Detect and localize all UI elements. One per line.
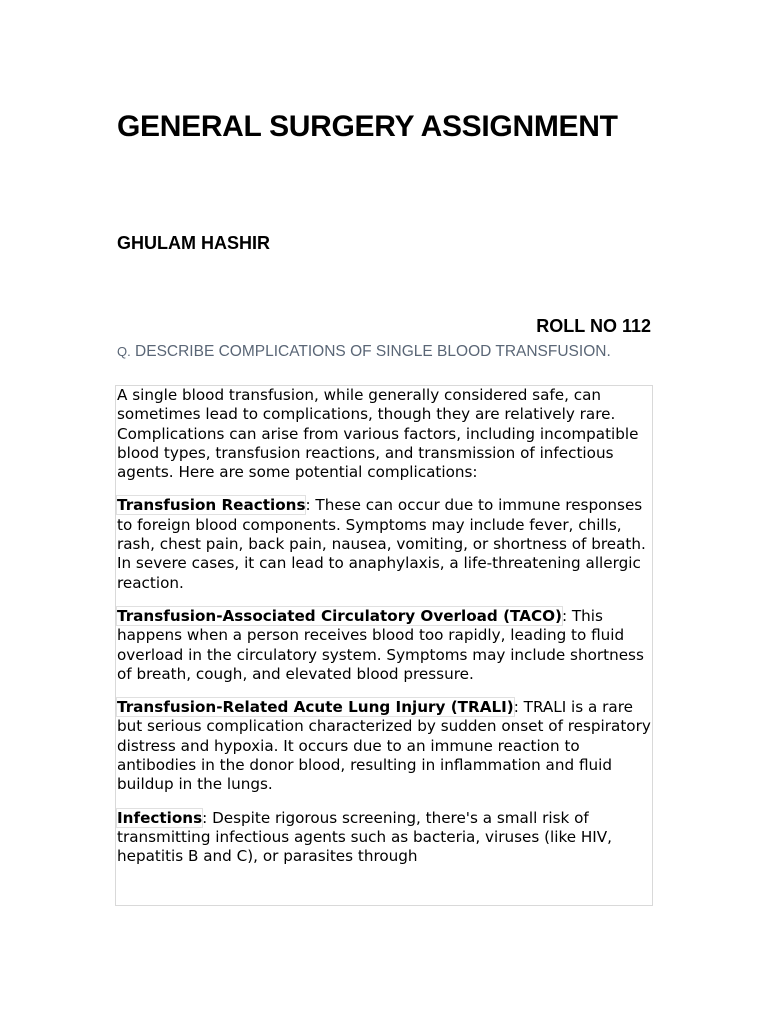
- complication-description: : TRALI is a rare but serious complication characterized by sudden onset of respiratory distress and hypoxia. It occurs due to an immune reaction to antibodies in the donor blood, resulting in inflammation and fluid buildup in the lungs.: [117, 698, 651, 794]
- complication-item: [117, 607, 652, 684]
- complication-term: Transfusion Reactions: [117, 496, 306, 515]
- complication-term: Infections: [117, 808, 203, 827]
- question-prefix: Q.: [117, 344, 131, 359]
- complication-item: [117, 496, 652, 592]
- answer-intro: A single blood transfusion, while generally considered safe, can sometimes lead to complications, though they are relatively rare. Complications can arise from various factors, including incompatible blood types, transfusion reactions, and transmission of infectious agents. Here are some potential complications:: [117, 386, 639, 482]
- complication-description: : Despite rigorous screening, there's a small risk of transmitting infectious agents such as bacteria, viruses (like HIV, hepatitis B and C), or parasites through: [117, 808, 613, 866]
- answer-text-box: [115, 385, 653, 906]
- document-title: GENERAL SURGERY ASSIGNMENT: [117, 110, 618, 143]
- complication-term: Transfusion-Associated Circulatory Overload (TACO): [117, 606, 562, 625]
- complication-item: [117, 809, 652, 867]
- author-name: GHULAM HASHIR: [117, 233, 270, 253]
- roll-number: ROLL NO 112: [536, 316, 651, 336]
- question-line: [117, 343, 611, 361]
- complication-term: Transfusion-Related Acute Lung Injury (TRALI): [117, 698, 514, 717]
- question-text: DESCRIBE COMPLICATIONS OF SINGLE BLOOD TRANSFUSION.: [135, 343, 611, 360]
- complication-description: : These can occur due to immune responses to foreign blood components. Symptoms may include fever, chills, rash, chest pain, back pain, nausea, vomiting, or shortness of breath. In severe cases, it can lead to anaphylaxis, a life-threatening allergic reaction.: [117, 496, 646, 592]
- complication-description: : This happens when a person receives blood too rapidly, leading to fluid overload in the circulatory system. Symptoms may include shortness of breath, cough, and elevated blood pressure.: [117, 606, 644, 683]
- complication-item: [117, 698, 652, 794]
